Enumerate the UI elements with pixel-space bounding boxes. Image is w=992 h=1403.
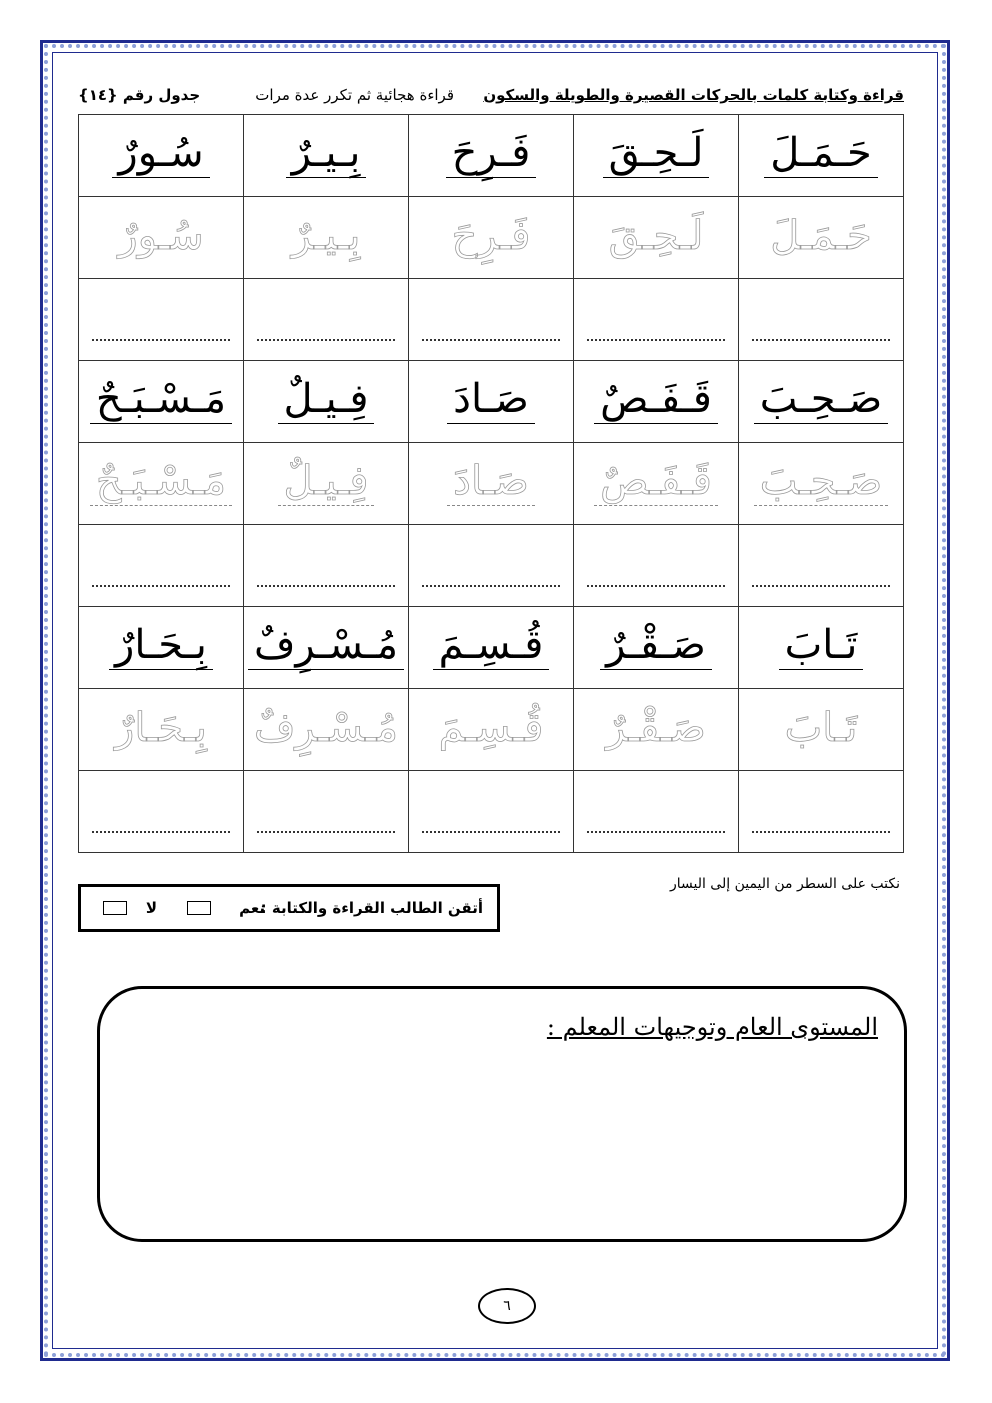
trace-cell[interactable]	[79, 197, 244, 279]
dotted-writing-line	[422, 339, 560, 341]
writing-cell[interactable]	[739, 525, 904, 607]
dotted-writing-line	[587, 585, 725, 587]
writing-cell[interactable]	[244, 525, 409, 607]
word-cell	[244, 115, 409, 197]
mastery-box	[78, 884, 500, 932]
writing-row	[79, 279, 904, 361]
trace-word: صَـقْـرٌ	[606, 704, 706, 751]
trace-word: بِـحَـارٌ	[115, 704, 207, 751]
word-cell	[409, 361, 574, 443]
word-text: لَـحِـقَ	[603, 133, 710, 178]
no-checkbox[interactable]	[103, 901, 127, 915]
writing-cell[interactable]	[409, 525, 574, 607]
trace-word: حَـمَـلَ	[770, 212, 872, 259]
writing-cell[interactable]	[79, 771, 244, 853]
trace-row	[79, 197, 904, 279]
writing-cell[interactable]	[739, 279, 904, 361]
word-cell	[739, 115, 904, 197]
dotted-writing-line	[257, 831, 395, 833]
trace-word: تَـابَ	[784, 704, 858, 751]
trace-cell[interactable]	[739, 197, 904, 279]
teacher-notes-title: المستوى العام وتوجيهات المعلم :	[546, 1013, 878, 1041]
page-number: ٦	[478, 1288, 536, 1324]
word-cell	[409, 607, 574, 689]
trace-word: صَـادَ	[447, 461, 535, 506]
word-cell	[574, 361, 739, 443]
writing-cell[interactable]	[574, 771, 739, 853]
trace-cell[interactable]	[79, 689, 244, 771]
word-text: بِـيـرٌ	[286, 133, 367, 178]
writing-note: نكتب على السطر من اليمين إلى اليسار	[669, 876, 900, 892]
trace-word: قَـفَـصٌ	[594, 461, 718, 506]
word-row	[79, 361, 904, 443]
trace-cell[interactable]	[244, 689, 409, 771]
writing-cell[interactable]	[79, 279, 244, 361]
dotted-writing-line	[752, 339, 890, 341]
yes-checkbox[interactable]	[187, 901, 211, 915]
writing-cell[interactable]	[409, 279, 574, 361]
trace-cell[interactable]	[574, 689, 739, 771]
word-text: سُـورٌ	[112, 133, 209, 178]
writing-cell[interactable]	[79, 525, 244, 607]
trace-cell[interactable]	[409, 443, 574, 525]
trace-cell[interactable]	[574, 197, 739, 279]
trace-row	[79, 443, 904, 525]
writing-cell[interactable]	[574, 525, 739, 607]
no-label: لا	[145, 899, 157, 917]
dotted-writing-line	[752, 831, 890, 833]
trace-cell[interactable]	[739, 689, 904, 771]
word-cell	[409, 115, 574, 197]
trace-word: صَـحِـبَ	[754, 461, 889, 506]
word-row	[79, 607, 904, 689]
word-text: صَـادَ	[447, 379, 535, 424]
word-text: بِـحَـارٌ	[109, 625, 213, 670]
trace-cell[interactable]	[79, 443, 244, 525]
trace-word: فِـيـلٌ	[278, 461, 375, 506]
trace-cell[interactable]	[739, 443, 904, 525]
teacher-notes-box[interactable]	[97, 986, 907, 1242]
dotted-writing-line	[587, 339, 725, 341]
trace-word: لَـحِـقَ	[608, 212, 704, 259]
trace-word: سُـورٌ	[118, 212, 204, 259]
word-cell	[574, 115, 739, 197]
word-cell	[79, 115, 244, 197]
word-text: صَـحِـبَ	[754, 379, 889, 424]
trace-word: بِـيـرٌ	[291, 212, 361, 259]
word-cell	[79, 361, 244, 443]
word-cell	[574, 607, 739, 689]
dotted-writing-line	[752, 585, 890, 587]
word-text: مَـسْـبَـحٌ	[90, 379, 232, 424]
word-cell	[739, 361, 904, 443]
trace-cell[interactable]	[244, 443, 409, 525]
dotted-writing-line	[422, 585, 560, 587]
dotted-writing-line	[422, 831, 560, 833]
word-cell	[79, 607, 244, 689]
dotted-writing-line	[92, 585, 230, 587]
trace-cell[interactable]	[244, 197, 409, 279]
words-table	[78, 114, 904, 853]
dotted-writing-line	[257, 339, 395, 341]
word-text: فِـيـلٌ	[278, 379, 375, 424]
dotted-writing-line	[257, 585, 395, 587]
writing-cell[interactable]	[409, 771, 574, 853]
mastery-label: أتقن الطالب القراءة والكتابة :	[260, 899, 483, 917]
writing-cell[interactable]	[244, 771, 409, 853]
trace-cell[interactable]	[409, 689, 574, 771]
worksheet-title: قراءة وكتابة كلمات بالحركات القصيرة والطويلة والسكون	[483, 86, 904, 104]
word-text: قَـفَـصٌ	[594, 379, 718, 424]
writing-cell[interactable]	[244, 279, 409, 361]
word-text: مُـسْـرِفٌ	[248, 625, 404, 670]
trace-word: مُـسْـرِفٌ	[253, 704, 399, 751]
word-text: صَـقْـرٌ	[600, 625, 712, 670]
trace-word: مَـسْـبَـحٌ	[90, 461, 232, 506]
dotted-writing-line	[92, 831, 230, 833]
writing-row	[79, 771, 904, 853]
trace-word: فَـرِحَ	[451, 212, 531, 259]
yes-label: نعم	[239, 899, 265, 917]
trace-cell[interactable]	[409, 197, 574, 279]
word-text: قُـسِـمَ	[433, 625, 550, 670]
word-cell	[244, 607, 409, 689]
trace-row	[79, 689, 904, 771]
dotted-writing-line	[587, 831, 725, 833]
table-number: جدول رقم {١٤}	[78, 86, 201, 104]
word-cell	[244, 361, 409, 443]
word-text: تَـابَ	[779, 625, 864, 670]
writing-cell[interactable]	[574, 279, 739, 361]
word-cell	[739, 607, 904, 689]
trace-cell[interactable]	[574, 443, 739, 525]
writing-row	[79, 525, 904, 607]
word-text: فَـرِحَ	[446, 133, 537, 178]
word-text: حَـمَـلَ	[764, 133, 878, 178]
word-row	[79, 115, 904, 197]
trace-word: قُـسِـمَ	[438, 704, 544, 751]
worksheet-header	[78, 86, 904, 112]
dotted-writing-line	[92, 339, 230, 341]
worksheet-instruction: قراءة هجائية ثم تكرر عدة مرات	[255, 86, 454, 104]
writing-cell[interactable]	[739, 771, 904, 853]
